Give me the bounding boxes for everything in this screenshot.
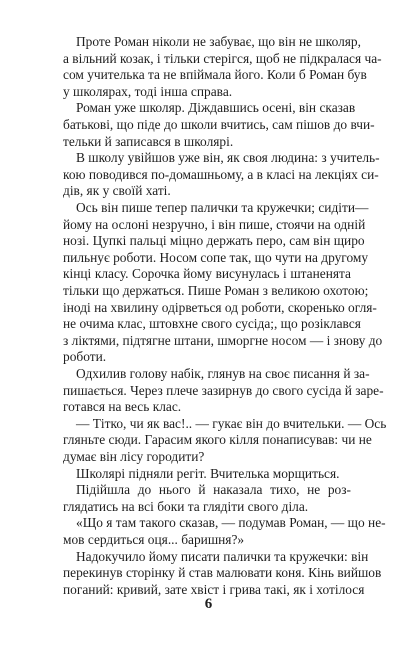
text-line: думає він лісу городити? [63, 449, 205, 464]
text-line: тільки що держаться. Пише Роман з великою охотою; [63, 283, 369, 298]
text-line: поганий: кривий, зате хвіст і грива такі, як і хотілося [63, 581, 365, 597]
text-line: глядатись на всі боки та глядіти свого діла. [63, 498, 309, 514]
text-line: Надокучило йому писати палички та кружечки: він [76, 548, 369, 564]
text-line: Підійшла до нього й наказала тихо, не роз- [76, 482, 351, 498]
text-line: Роман уже школяр. Діждавшись осені, він сказав [76, 100, 356, 116]
text-line: В школу увійшов уже він, як своя людина: з учитель- [76, 150, 380, 166]
text-line: у школярах, тоді інша справа. [63, 83, 233, 99]
text-line: тельки й записався в школярі. [63, 133, 234, 149]
text-line: іноді на хвилину одірветься од роботи, скоренько огля- [63, 299, 377, 315]
text-line: батькові, що піде до школи вчитись, сам пішов до вчи- [63, 117, 375, 132]
text-line: — Тітко, чи як вас!.. — гукає він до вчительки. — Ось [76, 415, 387, 431]
text-line: з ліктями, підтягне штани, шморгне носом — і знову до [63, 332, 383, 348]
text-line: Ось він пише тепер палички та кружечки; сидіти— [76, 200, 369, 215]
text-line: Проте Роман ніколи не забуває, що він не школяр, [76, 34, 361, 49]
text-line: перекинув сторінку й став малювати коня. Кінь вийшов [63, 565, 382, 581]
text-line: кою поводився по-домашньому, а в класі на лекціях си- [63, 166, 379, 182]
text-line: сом учителька та не впіймала його. Коли б Роман був [63, 67, 367, 83]
text-line: пишається. Через плече зазирнув до свого сусіда й заре- [63, 382, 384, 398]
text-line: нозі. Цупкі пальці міцно держать перо, сам він щиро [63, 233, 365, 249]
text-line: йому на ослоні незручно, і він пише, стоячи на одній [63, 216, 366, 232]
text-line: «Що я там такого сказав, — подумав Роман, — що не- [76, 515, 386, 531]
text-line: не очима клас, штовхне свого сусіда;, що розіклався [63, 316, 361, 332]
page-number: 6 [204, 596, 213, 612]
text-line: роботи. [63, 349, 107, 365]
text-line: гляньте сюди. Гарасим якого кілля понаписував: чи не [63, 432, 372, 448]
text-line: а вільний козак, і тільки стерігся, щоб не підкралася ча- [63, 50, 382, 66]
text-line: мов сердиться оця... баришня?» [63, 532, 245, 547]
text-line: дів, як у своїй хаті. [63, 183, 171, 199]
text-line: кінці класу. Сорочка йому висунулась і штаненята [63, 266, 351, 282]
text-line: Одхилив голову набік, глянув на своє писання й за- [76, 366, 370, 381]
text-line: Школярі підняли регіт. Вчителька морщиться. [76, 465, 340, 481]
text-line: пильнує роботи. Носом сопе так, що чути на другому [63, 249, 369, 265]
text-line: готався на весь клас. [63, 399, 182, 415]
